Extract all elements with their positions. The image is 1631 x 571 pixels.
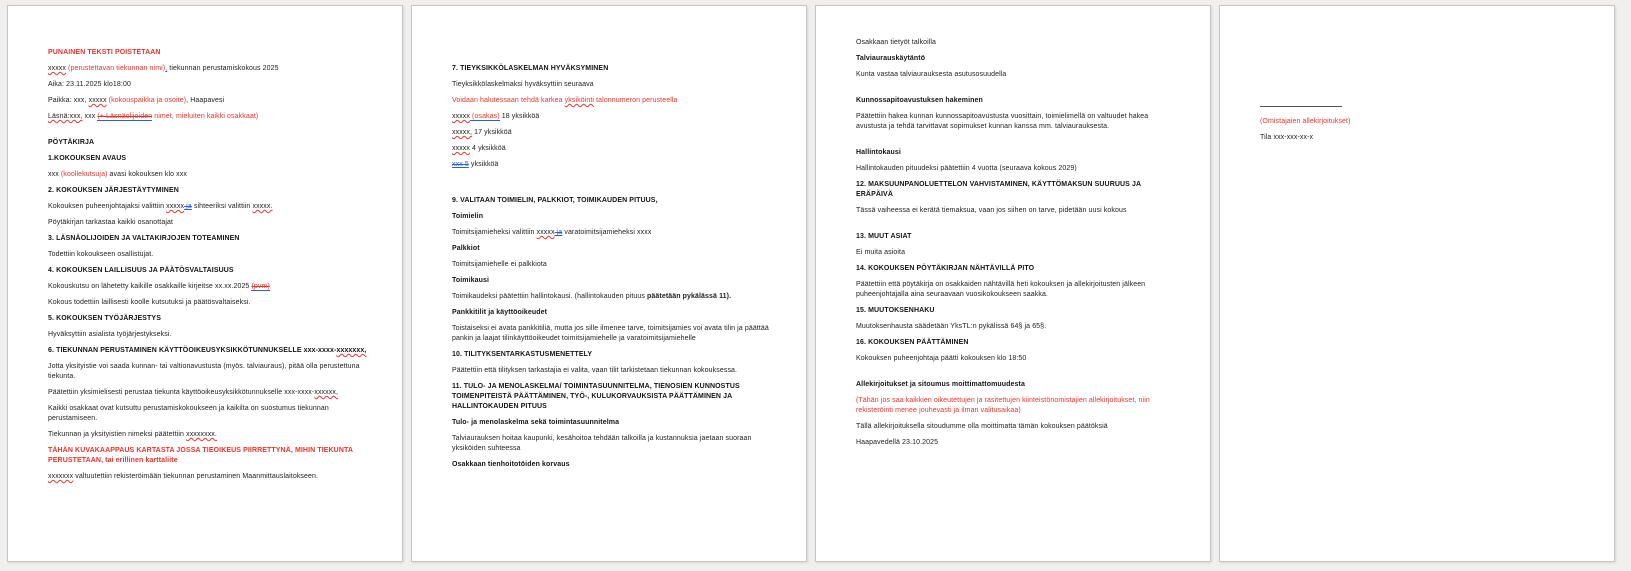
spacer: [856, 370, 1178, 380]
text-run: xxxxxx,: [314, 389, 338, 396]
paragraph: [48, 112, 370, 122]
paragraph: [1260, 133, 1582, 143]
text-run: 10. TILITYKSENTARKASTUSMENETTELY: [452, 351, 593, 358]
paragraph: [48, 388, 370, 398]
paragraph: [856, 396, 1178, 416]
paragraph: [48, 170, 370, 180]
paragraph: [856, 164, 1178, 174]
spacer: [452, 186, 774, 196]
heading: [856, 148, 1178, 158]
paragraph: [856, 248, 1178, 258]
page-2-content: [412, 6, 806, 470]
text-run: Hyväksyttiin asialista työjärjestykseksi.: [48, 331, 172, 338]
text-run: Pankkitilit ja käyttöoikeudet: [452, 309, 548, 316]
heading: [452, 212, 774, 222]
paragraph: [856, 112, 1178, 132]
paragraph: [48, 202, 370, 212]
paragraph: [452, 292, 774, 302]
spacer: [48, 128, 370, 138]
text-run: xxxxx: [88, 97, 107, 104]
text-run: Toimitsijamiehelle ei palkkiota: [452, 261, 547, 268]
heading: [856, 380, 1178, 390]
paragraph: [48, 298, 370, 308]
text-run: Tässä vaiheessa ei kerätä tiemaksua, vaan jos siihen on tarve, pidetään uusi kokous: [856, 207, 1127, 214]
paragraph: [48, 96, 370, 106]
heading: [48, 266, 370, 276]
paragraph: [856, 438, 1178, 448]
text-run: avasi kokouksen klo xxx: [107, 171, 187, 178]
heading: [452, 382, 774, 412]
text-run: xxxxx,: [452, 129, 473, 136]
spacer: [856, 138, 1178, 148]
text-run: nimet, mieluiten kaikki osakkaat): [152, 113, 259, 120]
text-run: Toistaiseksi ei avata pankkitiliä, mutta jos sille ilmenee tarve, toimitsijamies voi avata tilin ja päättää pankin ja laajat tilinkäyttöoikeudet toimitsijamiehelle ja varatoimitsijamiehelle: [452, 325, 769, 342]
text-run: Toimielin: [452, 213, 484, 220]
text-run: talonnumeron perusteella: [594, 97, 678, 104]
paragraph: [452, 112, 774, 122]
heading: [48, 186, 370, 196]
text-run: Allekirjoitukset ja sitoumus moittimattomuudesta: [856, 381, 1025, 388]
paragraph: [452, 160, 774, 170]
heading: [452, 276, 774, 286]
text-run: Kokous todettiin laillisesti koolle kutsutuksi ja päätösvaltaiseksi.: [48, 299, 251, 306]
text-run: valtuutettiin rekisteröimään tiekunnan perustaminen Maanmittauslaitokseen.: [73, 473, 319, 480]
page-3-content: [816, 6, 1210, 448]
text-run: PUNAINEN TEKSTI POISTETAAN: [48, 49, 161, 56]
heading: [48, 314, 370, 324]
paragraph: [452, 260, 774, 270]
text-run: 6. TIEKUNNAN PERUSTAMINEN KÄYTTÖOIKEUSYKSIKKÖTUNNUKSELLE xxx-xxxx-: [48, 347, 337, 354]
text-run: xxxxx: [452, 113, 470, 120]
text-run: Toimikaudeksi päätettiin hallintokausi. (hallintokauden pituus: [452, 293, 648, 300]
text-run: 12. MAKSUUNPANOLUETTELON VAHVISTAMINEN, KÄYTTÖMAKSUN SUURUUS JA ERÄPÄIVÄ: [856, 181, 1141, 198]
text-run: 4. KOKOUKSEN LAILLISUUS JA PÄÄTÖSVALTAISUUS: [48, 267, 234, 274]
paragraph: [1260, 117, 1582, 127]
paragraph: [48, 446, 370, 466]
page-4-content: [1220, 6, 1614, 143]
heading: [856, 180, 1178, 200]
heading: [856, 338, 1178, 348]
spacer: [452, 176, 774, 186]
text-run: Pöytäkirjan tarkastaa kaikki osanottajat: [48, 219, 174, 226]
text-run: Tila xxx-xxx-xx-x: [1260, 134, 1314, 141]
text-run: Tieyksikkölaskelmaksi hyväksyttiin seuraava: [452, 81, 594, 88]
text-run: 9. VALITAAN TOIMIELIN, PALKKIOT, TOIMIKAUDEN PITUUS,: [452, 197, 658, 204]
heading: [452, 460, 774, 470]
text-run: Päätettiin hakea kunnan kunnossapitoavustusta vuosittain, toimielimellä on valtuudet hakea avustusta ja tehdä tarvittavat sopimukset kunnan kanssa mm. talviaurauksesta.: [856, 113, 1149, 130]
signature-line: [1260, 106, 1342, 107]
heading: [48, 234, 370, 244]
text-run: Todettiin kokoukseen osallistujat.: [48, 251, 154, 258]
heading: [856, 264, 1178, 274]
text-run: 15. MUUTOKSENHAKU: [856, 307, 935, 314]
text-run: TÄHÄN KUVAKAAPPAUS KARTASTA JOSSA TIEOIKEUS PIIRRETTYNÄ, MIHIN TIEKUNTA PERUSTETAAN, tai erillinen karttaliite: [48, 447, 353, 464]
paragraph: [856, 354, 1178, 364]
text-run: Aika: 23.11.2025 klo18:00: [48, 81, 131, 88]
text-run: , Haapavesi: [186, 97, 225, 104]
paragraph: [48, 430, 370, 440]
paragraph: [48, 218, 370, 228]
text-run: Kaikki osakkaat ovat kutsuttu perustamiskokoukseen ja kaikilta on suostumus tiekunnan perustamiseen.: [48, 405, 329, 422]
text-run: xxxxxxx: [48, 473, 74, 480]
paragraph: [856, 206, 1178, 216]
text-run: PÖYTÄKIRJA: [48, 139, 95, 146]
paragraph: [452, 96, 774, 106]
text-run: ja: [184, 203, 192, 210]
paragraph: [856, 70, 1178, 80]
text-run: 2. KOKOUKSEN JÄRJESTÄYTYMINEN: [48, 187, 179, 194]
text-run: Kokouksen puheenjohtajaksi valittiin: [48, 203, 167, 210]
text-run: (pvm): [251, 283, 270, 290]
heading: [48, 138, 370, 148]
text-run: Muutoksenhausta säädetään YksTL:n pykälissä 64§ ja 65§.: [856, 323, 1047, 330]
text-run: Palkkiot: [452, 245, 480, 252]
page-1-content: [8, 6, 402, 482]
text-run: 7. TIEYKSIKKÖLASKELMAN HYVÄKSYMINEN: [452, 65, 609, 72]
text-run: Läsnä:xxx,: [48, 113, 83, 120]
text-run: Osakkaan tienhoitotöiden korvaus: [452, 461, 570, 468]
paragraph: [48, 330, 370, 340]
page-1[interactable]: [7, 5, 403, 562]
page-2[interactable]: [411, 5, 807, 562]
text-run: 5. KOKOUKSEN TYÖJÄRJESTYS: [48, 315, 161, 322]
text-run: xxx 5: [452, 161, 469, 168]
heading: [48, 154, 370, 164]
paragraph: [452, 324, 774, 344]
page-4[interactable]: [1219, 5, 1615, 562]
text-run: xxxxx: [452, 145, 470, 152]
text-run: Paikka: xxx,: [48, 97, 89, 104]
text-run: xxxxxxx,: [336, 347, 367, 354]
paragraph: [452, 128, 774, 138]
text-run: xxxxx: [536, 229, 555, 236]
text-run: tiekunnan perustamiskokous 2025: [167, 65, 279, 72]
text-run: Kunnossapitoavustuksen hakeminen: [856, 97, 983, 104]
spacer: [856, 86, 1178, 96]
text-run: (+ Läsnäolijoiden: [97, 113, 153, 120]
paragraph: [48, 64, 370, 74]
text-run: Toimikausi: [452, 277, 490, 284]
text-run: Tällä allekirjoituksella sitoudumme olla moittimatta tämän kokouksen päätöksiä: [856, 423, 1108, 430]
paragraph: [48, 250, 370, 260]
paragraph: [48, 282, 370, 292]
heading: [856, 232, 1178, 242]
heading: [452, 308, 774, 318]
paragraph: [452, 434, 774, 454]
text-run: Kunta vastaa talviaurauksesta asutusosuudella: [856, 71, 1007, 78]
text-run: Jotta yksityistie voi saada kunnan- tai valtionavustusta (myös. talviauraus), pitää olla perustettuna tiekunta.: [48, 363, 360, 380]
paragraph: [48, 48, 370, 58]
heading: [48, 346, 370, 356]
text-run: Kokouksen puheenjohtaja päätti kokouksen klo 18:50: [856, 355, 1027, 362]
text-run: Tulo- ja menolaskelma sekä toimintasuunnitelma: [452, 419, 620, 426]
text-run: ja: [554, 229, 563, 236]
heading: [452, 418, 774, 428]
text-run: Voidaan halutessaan tehdä karkea: [452, 97, 565, 104]
paragraph: [452, 144, 774, 154]
heading: [856, 54, 1178, 64]
text-run: xxxxxxxx.: [186, 431, 217, 438]
text-run: xxxxx.: [252, 203, 273, 210]
text-run: varatoimitsijamieheksi xxxx: [562, 229, 652, 236]
text-run: xxx: [82, 113, 98, 120]
paragraph: [48, 362, 370, 382]
text-run: Haapavedellä 23.10.2025: [856, 439, 939, 446]
text-run: (osakas): [470, 113, 500, 120]
text-run: sihteeriksi valittiin: [191, 203, 253, 210]
paragraph: [48, 80, 370, 90]
text-run: Päätettiin että tilityksen tarkastajia ei valita, vaan tilit tarkistetaan tiekunnan kokouksessa.: [452, 367, 738, 374]
paragraph: [452, 80, 774, 90]
text-run: 18 yksikköä: [499, 113, 540, 120]
text-run: Kokouskutsu on lähetetty kaikille osakkaille kirjeitse xx.xx.2025: [48, 283, 252, 290]
text-run: Ei muita asioita: [856, 249, 906, 256]
text-run: 4 yksikköä: [470, 145, 506, 152]
text-run: 11. TULO- JA MENOLASKELMA/ TOIMINTASUUNNITELMA, TIENOSIEN KUNNOSTUS TOIMENPITEISTÄ PÄÄTTÄMINEN, TYÖ-, KULUKORVAUKSISTA PÄÄTTÄMINEN JA HALLINTOKAUDEN PITUUS: [452, 383, 740, 410]
text-run: 16. KOKOUKSEN PÄÄTTÄMINEN: [856, 339, 969, 346]
text-run: 17 yksikköä: [472, 129, 512, 136]
text-run: Osakkaan tietyöt talkoilla: [856, 39, 937, 46]
text-run: Päätettiin yksimielisesti perustaa tiekunta käyttöoikeusyksikkötunnukselle xxx-xxxx-: [48, 389, 315, 396]
heading: [856, 306, 1178, 316]
text-run: yksiköinti: [564, 97, 595, 104]
paragraph: [856, 280, 1178, 300]
text-run: (koollekutsuja): [60, 171, 108, 178]
text-run: 1.KOKOUKSEN AVAUS: [48, 155, 127, 162]
text-run: xxxxx: [166, 203, 185, 210]
text-run: Talviaurauskäytäntö: [856, 55, 926, 62]
text-run: ,: [165, 65, 168, 72]
text-run: xxxxx: [48, 65, 66, 72]
text-run: 14. KOKOUKSEN PÖYTÄKIRJAN NÄHTÄVILLÄ PITO: [856, 265, 1035, 272]
paragraph: [48, 472, 370, 482]
text-run: yksikköä: [468, 161, 499, 168]
text-run: Hallintokauden pituudeksi päätettiin 4 vuotta (seuraava kokous 2029): [856, 165, 1077, 172]
paragraph: [856, 38, 1178, 48]
text-run: Päätettiin että pöytäkirja on osakkaiden nähtävillä heti kokouksen ja allekirjoitusten jälkeen puheenjohtajalla aina seuraavaan vuosikokoukseen saakka.: [856, 281, 1146, 298]
paragraph: [452, 366, 774, 376]
text-run: (Omistajaien allekirjoitukset): [1260, 118, 1351, 125]
text-run: (Tähän jos saa kaikkien oikeutettujen ja rasitettujen kiinteistönomistajien allekirjoitukset, niin rekisteröinti menee jouhevasti ja ilman valitusaikaa): [856, 397, 1150, 414]
text-run: Hallintokausi: [856, 149, 901, 156]
text-run: Talviaurauksen hoitaa kaupunki, kesähoitoa tehdään talkoilla ja kustannuksia jaetaan suoraan yksiköiden suhteessa: [452, 435, 752, 452]
paragraph: [856, 422, 1178, 432]
page-3[interactable]: [815, 5, 1211, 562]
heading: [452, 350, 774, 360]
text-run: Tiekunnan ja yksityistien nimeksi päätettiin: [48, 431, 187, 438]
paragraph: [48, 404, 370, 424]
heading: [856, 96, 1178, 106]
heading: [452, 244, 774, 254]
text-run: päätetään pykälässä 11).: [647, 293, 732, 300]
heading: [452, 64, 774, 74]
text-run: (perustettavan tiekunnan nimi): [68, 65, 166, 72]
text-run: xxx: [48, 171, 61, 178]
paragraph: [856, 322, 1178, 332]
text-run: Toimitsijamieheksi valittiin: [452, 229, 537, 236]
text-run: 3. LÄSNÄOLIJOIDEN JA VALTAKIRJOJEN TOTEAMINEN: [48, 235, 240, 242]
spacer: [856, 222, 1178, 232]
paragraph: [452, 228, 774, 238]
text-run: 13. MUUT ASIAT: [856, 233, 912, 240]
text-run: (kokouspaikka ja osoite): [108, 97, 187, 104]
heading: [452, 196, 774, 206]
